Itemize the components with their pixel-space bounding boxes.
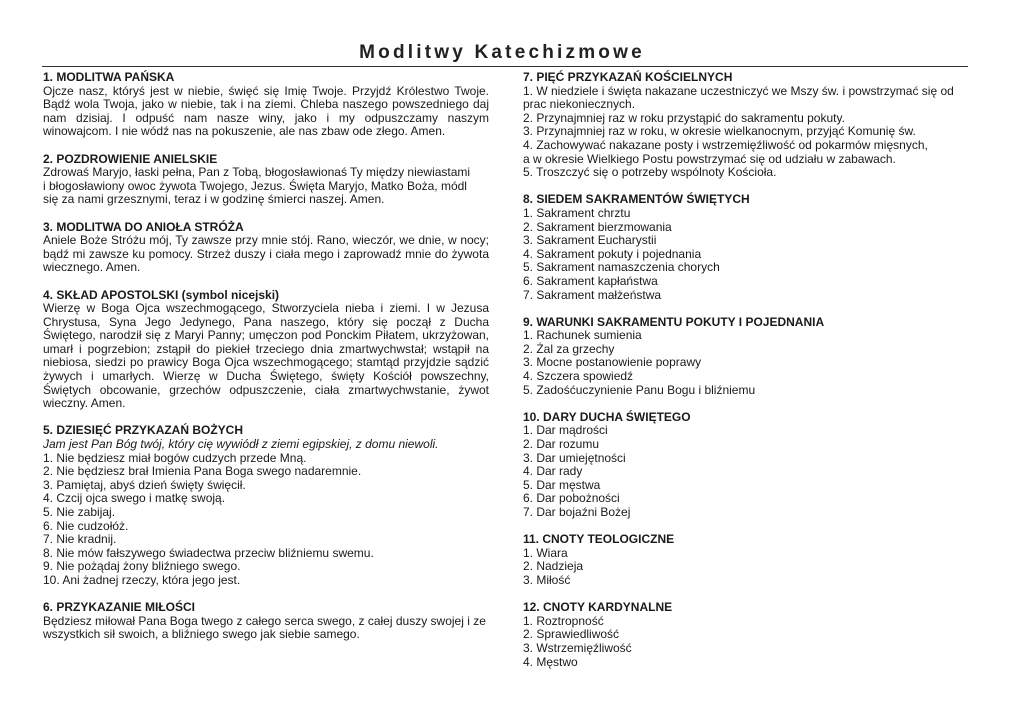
list-item: 2. Nie będziesz brał Imienia Pana Boga swego nadaremnie.: [43, 464, 362, 479]
section-heading: 8. SIEDEM SAKRAMENTÓW ŚWIĘTYCH: [523, 192, 750, 207]
section-apostles-creed: [43, 289, 489, 411]
list-item: 1. Rachunek sumienia: [523, 328, 642, 343]
section-heading: 4. SKŁAD APOSTOLSKI (symbol nicejski): [43, 287, 280, 302]
text-line: 2. Przynajmniej raz w roku przystąpić do sakramentu pokuty.: [523, 110, 845, 125]
section-holy-spirit-gifts: [523, 411, 969, 520]
section-theological-virtues: [523, 533, 969, 587]
list-item: 6. Nie cudzołóż.: [43, 518, 129, 533]
section-heading: 5. DZIESIĘĆ PRZYKAZAŃ BOŻYCH: [43, 423, 244, 438]
commandments-list: [523, 85, 969, 180]
prayer-text: Aniele Boże Stróżu mój, Ty zawsze przy mnie stój. Rano, wieczór, we dnie, w nocy; bądź mi zawsze ku pomocy. Strzeż duszy i ciała mego i zaprowadź mnie do żywota wiecznego. Amen.: [43, 233, 489, 275]
conditions-list: [523, 329, 969, 397]
text-line: Zdrowaś Maryjo, łaski pełna, Pan z Tobą, błogosławionaś Ty między niewiastami: [43, 165, 471, 180]
list-item: 3. Dar umiejętności: [523, 450, 626, 465]
list-item: 5. Dar męstwa: [523, 477, 601, 492]
section-guardian-angel: [43, 221, 489, 275]
list-item: 8. Nie mów fałszywego świadectwa przeciw bliźniemu swemu.: [43, 545, 374, 560]
list-item: 3. Miłość: [523, 572, 571, 587]
list-item: 4. Sakrament pokuty i pojednania: [523, 246, 702, 261]
text-line: prac niekoniecznych.: [523, 97, 636, 112]
section-lords-prayer: [43, 71, 489, 139]
section-heading: 9. WARUNKI SAKRAMENTU POKUTY I POJEDNANIA: [523, 314, 825, 329]
right-column: [523, 71, 969, 683]
prayer-text: Wierzę w Boga Ojca wszechmogącego, Stworzyciela nieba i ziemi. I w Jezusa Chrystusa, Syna Jego Jedynego, Pana naszego, który się począł z Ducha Świętego, narodził się z Maryi Panny; umęczon pod Ponckim Piłatem, ukrzyżowan, umarł i pogrzebion; zstąpił do piekieł trzeciego dnia zmartwychwstał; wstąpił na niebiosa, siedzi po prawicy Boga Ojca wszechmogącego; stamtąd przyjdzie sądzić żywych i umarłych. Wierzę w Ducha Świętego, święty Kościół powszechny, Świętych obcowanie, grzechów odpuszczenie, ciała zmartwychwstanie, żywot wieczny. Amen.: [43, 301, 489, 411]
text-line: się za nami grzesznymi, teraz i w godzinę śmierci naszej. Amen.: [43, 192, 385, 207]
section-love-commandment: [43, 601, 489, 642]
list-item: 4. Męstwo: [523, 654, 578, 669]
prayer-text: Ojcze nasz, któryś jest w niebie, święć się Imię Twoje. Przyjdź Królestwo Twoje. Bądź wola Twoja, jako w niebie, tak i na ziemi. Chleba naszego powszedniego daj nam dzisiaj. I odpuść nam nasze winy, jako i my odpuszczamy naszym winowajcom. I nie wódź nas na pokuszenie, ale nas zbaw ode złego. Amen.: [43, 83, 489, 139]
section-heading: 6. PRZYKAZANIE MIŁOŚCI: [43, 600, 196, 615]
list-item: 2. Żal za grzechy: [523, 341, 615, 356]
list-item: 5. Zadośćuczynienie Panu Bogu i bliźniemu: [523, 382, 756, 397]
virtues-list: [523, 615, 969, 669]
list-item: 1. Roztropność: [523, 613, 604, 628]
list-item: 2. Dar rozumu: [523, 437, 600, 452]
section-cardinal-virtues: [523, 601, 969, 669]
text-line: 1. W niedziele i święta nakazane uczestniczyć we Mszy św. i powstrzymać się od: [523, 83, 954, 98]
list-item: 9. Nie pożądaj żony bliźniego swego.: [43, 559, 241, 574]
list-item: 3. Pamiętaj, abyś dzień święty święcił.: [43, 477, 246, 492]
list-item: 5. Nie zabijaj.: [43, 505, 116, 519]
commandments-intro: Jam jest Pan Bóg twój, który cię wywiódł z ziemi egipskiej, z domu niewoli.: [43, 437, 439, 452]
list-item: 5. Sakrament namaszczenia chorych: [523, 260, 720, 275]
commandments-list: [43, 452, 489, 588]
section-heading: 11. CNOTY TEOLOGICZNE: [523, 532, 675, 547]
prayer-text: [43, 615, 489, 642]
list-item: 3. Mocne postanowienie poprawy: [523, 355, 702, 370]
section-sacraments: [523, 193, 969, 302]
section-heading: 10. DARY DUCHA ŚWIĘTEGO: [523, 409, 691, 424]
list-item: 2. Sakrament bierzmowania: [523, 219, 672, 234]
list-item: 7. Nie kradnij.: [43, 532, 117, 547]
list-item: 1. Dar mądrości: [523, 423, 608, 438]
prayer-text: [43, 166, 489, 207]
section-church-commandments: [523, 71, 969, 180]
text-line: 5. Troszczyć się o potrzeby wspólnoty Kościoła.: [523, 165, 777, 180]
list-item: 7. Sakrament małżeństwa: [523, 287, 662, 302]
text-line: i błogosławiony owoc żywota Twojego, Jezus. Święta Maryjo, Matko Boża, módl: [43, 178, 467, 193]
list-item: 1. Wiara: [523, 545, 568, 560]
section-penance-conditions: [523, 316, 969, 398]
list-item: 6. Sakrament kapłaństwa: [523, 273, 658, 288]
list-item: 2. Nadzieja: [523, 559, 584, 574]
section-heading: 7. PIĘĆ PRZYKAZAŃ KOŚCIELNYCH: [523, 70, 733, 84]
title-divider: [42, 66, 968, 67]
text-line: 4. Zachowywać nakazane posty i wstrzemięźliwość od pokarmów mięsnych,: [523, 137, 928, 152]
page-title: Modlitwy Katechizmowe: [359, 42, 645, 63]
section-heading: 12. CNOTY KARDYNALNE: [523, 600, 673, 615]
section-heading: 2. POZDROWIENIE ANIELSKIE: [43, 151, 218, 166]
list-item: 2. Sprawiedliwość: [523, 627, 620, 642]
gifts-list: [523, 424, 969, 519]
list-item: 6. Dar pobożności: [523, 491, 620, 506]
list-item: 3. Sakrament Eucharystii: [523, 233, 657, 248]
list-item: 3. Wstrzemięźliwość: [523, 640, 632, 655]
list-item: 1. Nie będziesz miał bogów cudzych przede Mną.: [43, 450, 307, 465]
section-hail-mary: [43, 153, 489, 207]
text-line: Będziesz miłował Pana Boga twego z całego serca swego, z całej duszy swojej i ze: [43, 613, 486, 628]
list-item: 1. Sakrament chrztu: [523, 205, 631, 220]
list-item: 7. Dar bojaźni Bożej: [523, 505, 631, 519]
text-line: a w okresie Wielkiego Postu powstrzymać się od udziału w zabawach.: [523, 151, 896, 166]
section-heading: 1. MODLITWA PAŃSKA: [43, 70, 175, 84]
left-column: [43, 71, 489, 656]
section-heading: 3. MODLITWA DO ANIOŁA STRÓŻA: [43, 219, 244, 234]
text-line: 3. Przynajmniej raz w roku, w okresie wielkanocnym, przyjąć Komunię św.: [523, 124, 916, 139]
list-item: 10. Ani żadnej rzeczy, która jego jest.: [43, 572, 241, 587]
virtues-list: [523, 547, 969, 588]
sacraments-list: [523, 207, 969, 302]
list-item: 4. Czcij ojca swego i matkę swoją.: [43, 491, 226, 506]
section-ten-commandments: [43, 424, 489, 587]
list-item: 4. Szczera spowiedź: [523, 369, 634, 384]
text-line: wszystkich sił swoich, a bliźniego swego jak siebie samego.: [43, 627, 360, 642]
list-item: 4. Dar rady: [523, 464, 583, 479]
